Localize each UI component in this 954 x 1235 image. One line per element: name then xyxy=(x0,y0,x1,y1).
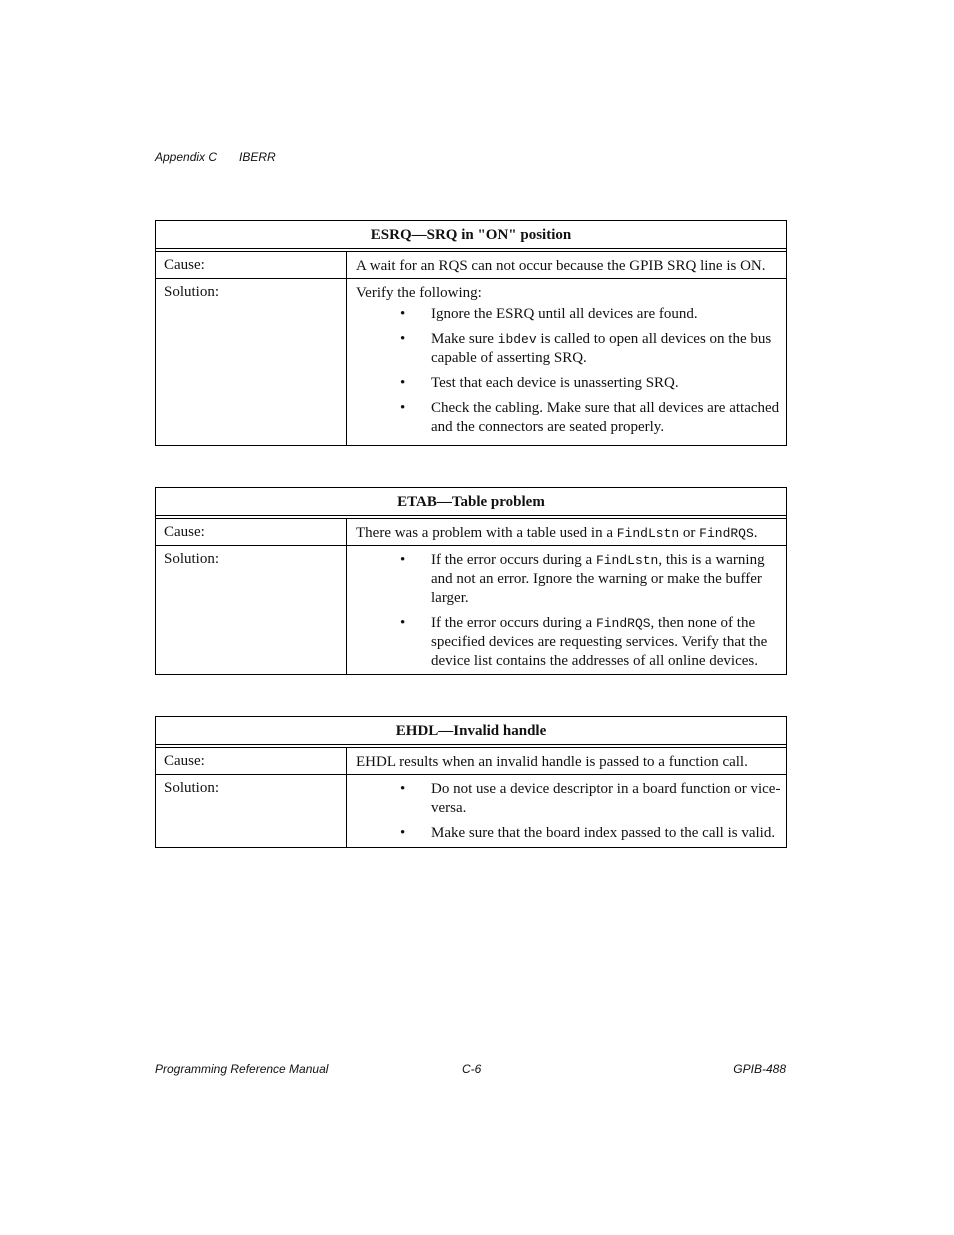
bullet-icon: • xyxy=(400,615,406,631)
bullet-icon: • xyxy=(400,375,406,391)
solution-text xyxy=(347,546,786,674)
cause-row xyxy=(156,252,786,278)
solution-row xyxy=(156,774,786,847)
bullet-text-post: , then none of the specified devices are requesting services. Verify that the device list contains the addresses of all online devices. xyxy=(431,615,768,669)
cause-text: EHDL results when an invalid handle is passed to a function call. xyxy=(356,754,748,770)
solution-bullet xyxy=(356,824,783,843)
solution-bullet xyxy=(356,305,783,324)
solution-label: Solution: xyxy=(156,546,347,674)
bullet-text-pre: Make sure xyxy=(431,331,498,347)
bullet-icon: • xyxy=(400,400,406,416)
solution-bullet xyxy=(356,551,783,608)
error-table-etab xyxy=(155,487,787,675)
cause-text-post: . xyxy=(753,525,758,541)
cause-text-pre: There was a problem with a table used in a xyxy=(356,525,617,541)
bullet-text-pre: If the error occurs during a xyxy=(431,552,596,568)
solution-label: Solution: xyxy=(156,279,347,445)
running-footer xyxy=(155,1062,786,1078)
table-title: ETAB—Table problem xyxy=(156,488,786,519)
bullet-text: Test that each device is unasserting SRQ. xyxy=(431,375,679,391)
page-number: C-6 xyxy=(462,1062,482,1076)
code-ibdev: ibdev xyxy=(497,332,537,347)
cause-label: Cause: xyxy=(156,748,347,774)
solution-row xyxy=(156,278,786,445)
solution-text xyxy=(347,775,786,847)
solution-bullet xyxy=(356,614,783,671)
footer-manual-title: Programming Reference Manual xyxy=(155,1062,329,1076)
bullet-text: Make sure that the board index passed to the call is valid. xyxy=(431,825,776,841)
error-table-esrq xyxy=(155,220,787,446)
footer-product: GPIB-488 xyxy=(733,1062,786,1076)
solution-bullet xyxy=(356,330,783,368)
solution-text xyxy=(347,279,786,445)
header-section: Appendix C xyxy=(155,150,218,164)
code-findrqs: FindRQS xyxy=(595,616,651,631)
table-title: ESRQ—SRQ in "ON" position xyxy=(156,221,786,252)
header-title: IBERR xyxy=(239,150,276,164)
cause-row xyxy=(156,519,786,545)
solution-row xyxy=(156,545,786,674)
solution-bullet xyxy=(356,780,783,818)
code-findlstn: FindLstn xyxy=(616,526,680,541)
bullet-text: Do not use a device descriptor in a board function or vice-versa. xyxy=(431,781,781,816)
running-header xyxy=(155,150,276,164)
bullet-icon: • xyxy=(400,552,406,568)
error-table-ehdl xyxy=(155,716,787,848)
cause-text-mid: or xyxy=(679,525,700,541)
bullet-text: Check the cabling. Make sure that all devices are attached and the connectors are seated properly. xyxy=(431,400,780,435)
bullet-text-pre: If the error occurs during a xyxy=(431,615,596,631)
code-findlstn: FindLstn xyxy=(595,553,659,568)
solution-label: Solution: xyxy=(156,775,347,847)
code-findrqs: FindRQS xyxy=(699,526,754,541)
solution-intro: Verify the following: xyxy=(356,285,482,301)
cause-label: Cause: xyxy=(156,252,347,278)
solution-bullet xyxy=(356,374,783,393)
bullet-text: Ignore the ESRQ until all devices are found. xyxy=(431,306,698,322)
bullet-icon: • xyxy=(400,781,406,797)
cause-row xyxy=(156,748,786,774)
cause-text xyxy=(347,519,786,545)
bullet-text-post: , this is a warning and not an error. Ignore the warning or make the buffer larger. xyxy=(431,552,765,606)
bullet-icon: • xyxy=(400,331,406,347)
bullet-icon: • xyxy=(400,825,406,841)
table-title: EHDL—Invalid handle xyxy=(156,717,786,748)
bullet-text-post: is called to open all devices on the bus capable of asserting SRQ. xyxy=(431,331,772,366)
bullet-icon: • xyxy=(400,306,406,322)
cause-label: Cause: xyxy=(156,519,347,545)
solution-bullet xyxy=(356,399,783,437)
cause-text: A wait for an RQS can not occur because the GPIB SRQ line is ON. xyxy=(356,258,766,274)
